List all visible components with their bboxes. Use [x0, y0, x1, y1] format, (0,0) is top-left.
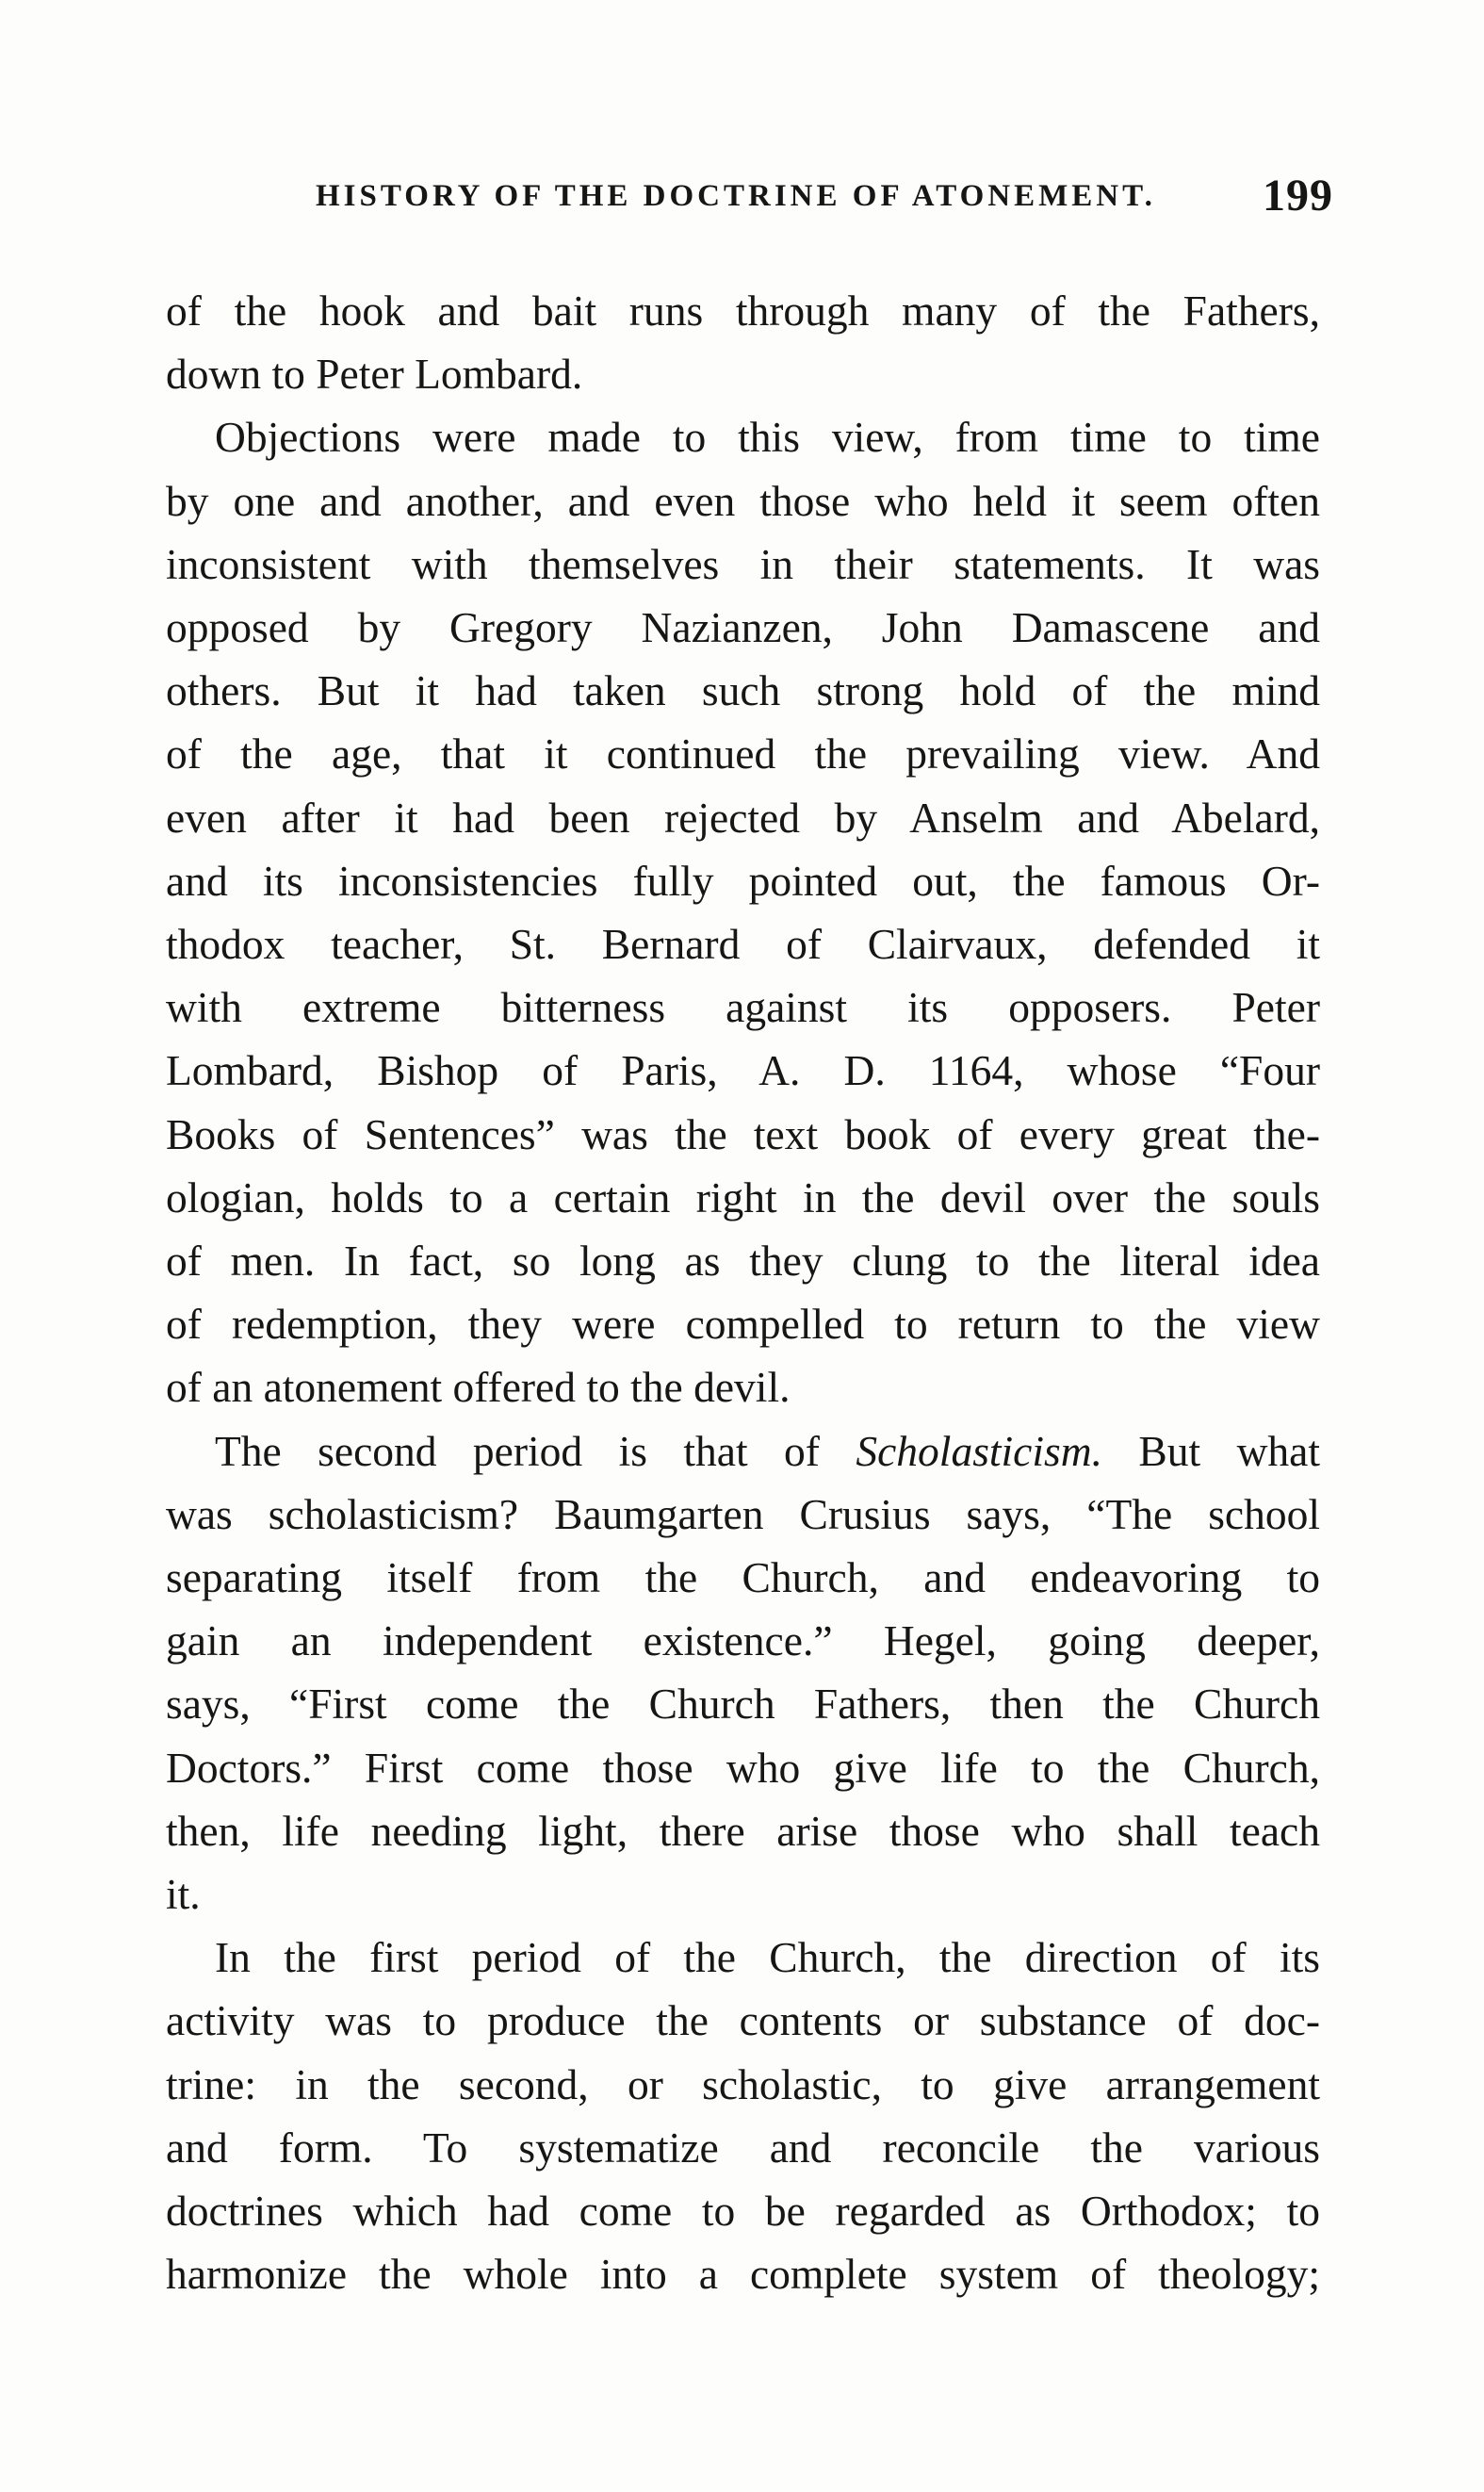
- running-head: [316, 170, 1333, 226]
- text-line: separating itself from the Church, and endeavoring to: [166, 1553, 1320, 1602]
- text-line: inconsistent with themselves in their statements. It was: [166, 539, 1320, 588]
- text-line: harmonize the whole into a complete system of theology;: [166, 2250, 1320, 2299]
- text-line: Books of Sentences” was the text book of every great the-: [166, 1109, 1320, 1158]
- text-line: Lombard, Bishop of Paris, A. D. 1164, whose “Four: [166, 1046, 1320, 1095]
- text-line: even after it had been rejected by Anselm and Abelard,: [166, 793, 1320, 842]
- text-line: others. But it had taken such strong hold of the mind: [166, 666, 1320, 715]
- text-line: of the hook and bait runs through many of the Fathers,: [166, 287, 1320, 335]
- emphasized-term: Scholasticism.: [856, 1426, 1102, 1475]
- text-line: down to Peter Lombard.: [166, 350, 583, 399]
- text-line: and form. To systematize and reconcile the various: [166, 2123, 1320, 2172]
- text-line: gain an independent existence.” Hegel, going deeper,: [166, 1616, 1320, 1665]
- text-line: thodox teacher, St. Bernard of Clairvaux, defended it: [166, 920, 1320, 969]
- text-line: doctrines which had come to be regarded as Orthodox; to: [166, 2187, 1320, 2236]
- running-title: HISTORY OF THE DOCTRINE OF ATONEMENT.: [316, 179, 1156, 213]
- text-line: Objections were made to this view, from time to time: [215, 413, 1320, 462]
- text-line: it.: [166, 1870, 201, 1919]
- text-line: opposed by Gregory Nazianzen, John Damascene and: [166, 603, 1320, 652]
- text-line: by one and another, and even those who held it seem often: [166, 476, 1320, 525]
- page-number: 199: [1263, 171, 1333, 221]
- text-line: of men. In fact, so long as they clung to the literal idea: [166, 1237, 1320, 1286]
- text-line: trine: in the second, or scholastic, to give arrangement: [166, 2059, 1320, 2108]
- paragraph: [166, 279, 1320, 405]
- paragraph: [166, 405, 1320, 1418]
- text-run: The second period is that of: [215, 1426, 820, 1475]
- text-line: of redemption, they were compelled to return to the view: [166, 1300, 1320, 1349]
- text-line: of an atonement offered to the devil.: [166, 1363, 791, 1412]
- paragraph: [166, 1926, 1320, 2305]
- text-line: then, life needing light, there arise those who shall teach: [166, 1806, 1320, 1855]
- text-line: In the first period of the Church, the direction of its: [215, 1933, 1320, 1982]
- text-line: ologian, holds to a certain right in the devil over the souls: [166, 1172, 1320, 1221]
- paragraph: [166, 1419, 1320, 1926]
- body-text: [166, 279, 1320, 2306]
- text-line: with extreme bitterness against its opposers. Peter: [166, 983, 1320, 1032]
- text-line: Doctors.” First come those who give life to the Church,: [166, 1743, 1320, 1792]
- text-run: But what: [1138, 1426, 1321, 1475]
- text-line: of the age, that it continued the prevailing view. And: [166, 730, 1320, 779]
- text-line: and its inconsistencies fully pointed out, the famous Or-: [166, 856, 1320, 905]
- text-line: was scholasticism? Baumgarten Crusius says, “The school: [166, 1489, 1320, 1538]
- text-line: activity was to produce the contents or substance of doc-: [166, 1996, 1320, 2045]
- text-line: [166, 1419, 1320, 1483]
- text-line: says, “First come the Church Fathers, then the Church: [166, 1680, 1320, 1729]
